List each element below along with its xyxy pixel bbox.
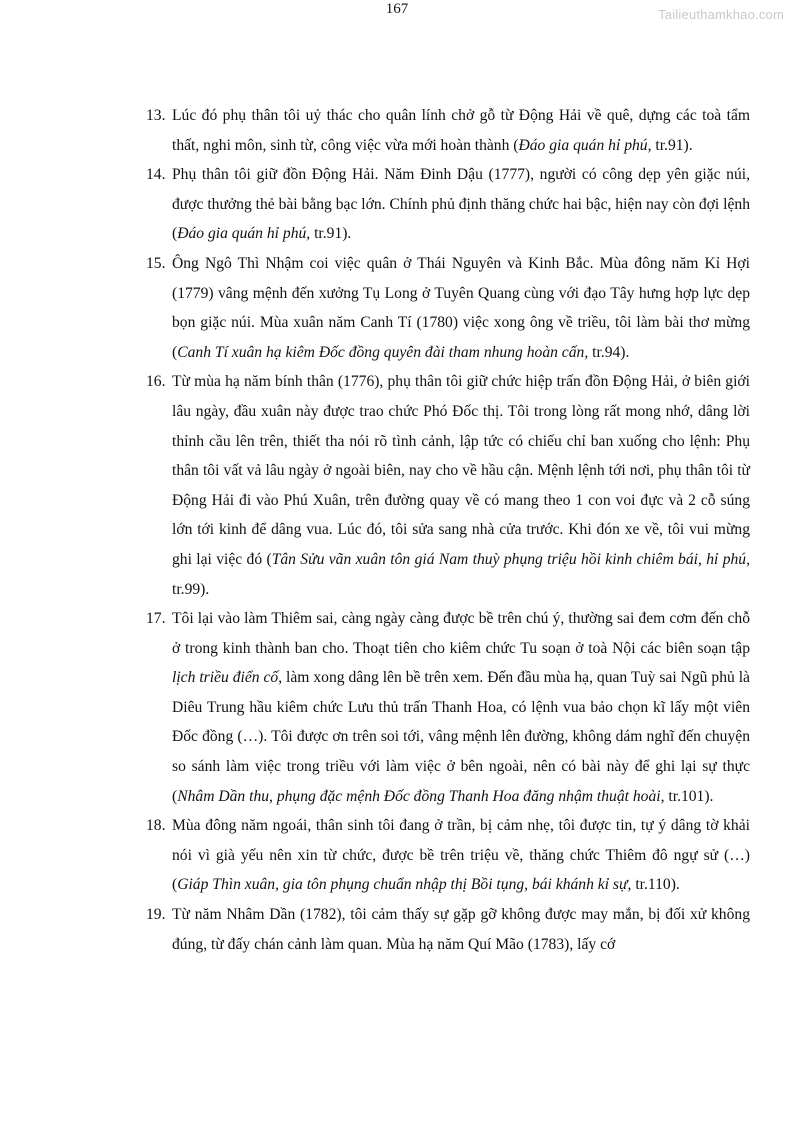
footnote-entry [146, 249, 750, 367]
source-citation: lịch triều điển cố [172, 669, 279, 687]
source-citation: Giáp Thìn xuân, gia tôn phụng chuẩn nhập thị Bồi tụng, bái khánh kỉ sự, [177, 876, 632, 894]
footnote-text: tr.91). [651, 136, 693, 154]
footnote-text: Từ mùa hạ năm bính thân (1776), phụ thân tôi giữ chức hiệp trấn đồn Động Hải, ở biên giới lâu ngày, đầu xuân này được trao chức Phó Đốc thị. Tôi trong lòng rất mong nhớ, dâng lời thỉnh cầu lên trên, thiết tha nói rõ tình cảnh, lập tức có chiếu chỉ ban xuống cho lệnh: Phụ thân tôi vất vả lâu ngày ở ngoài biên, nay cho về hầu cận. Mệnh lệnh tới nơi, phụ thân tôi từ Động Hải đi vào Phú Xuân, trên đường quay về có mang theo 1 con voi đực và 2 cỗ súng lớn tới kinh để dâng vua. Lúc đó, tôi sửa sang nhà cửa trước. Khi đón xe về, tôi vui mừng ghi lại việc đó ( [172, 373, 750, 568]
footnote-number: 18. [146, 817, 166, 835]
footnote-entry [146, 604, 750, 811]
footnote-text: Phụ thân tôi giữ đồn Động Hải. Năm Đinh Dậu (1777), người có công dẹp yên giặc núi, được thưởng thẻ bài bằng bạc lớn. Chính phủ định thăng chức hai bậc, hiện nay còn đợi lệnh ( [172, 166, 750, 243]
footnote-text: Lúc đó phụ thân tôi uỷ thác cho quân lính chở gỗ từ Động Hải về quê, dựng các toà tẩm thất, nghi môn, sinh từ, công việc vừa mới hoàn thành ( [172, 107, 750, 154]
source-citation: Đáo gia quán hỉ phú, [177, 225, 311, 243]
source-citation: Nhâm Dần thu, phụng đặc mệnh Đốc đồng Thanh Hoa đăng nhậm thuật hoài, [177, 787, 665, 805]
footnote-text: tr.99). [172, 580, 210, 598]
footnote-text: Từ năm Nhâm Dần (1782), tôi cảm thấy sự gặp gỡ không được may mắn, bị đối xử không đúng, từ đấy chán cảnh làm quan. Mùa hạ năm Quí Mão (1783), lấy cớ [172, 906, 750, 953]
footnote-text: Ông Ngô Thì Nhậm coi việc quân ở Thái Nguyên và Kinh Bắc. Mùa đông năm Kỉ Hợi (1779) vâng mệnh đến xưởng Tụ Long ở Tuyên Quang cùng với đạo Tây hưng hợp lực dẹp bọn giặc núi. Mùa xuân năm Canh Tí (1780) việc xong ông về triều, tôi làm bài thơ mừng ( [172, 254, 750, 361]
footnote-text: tr.110). [631, 876, 680, 894]
footnote-text: tr.94). [588, 343, 630, 361]
page-number: 167 [385, 1, 409, 17]
footnote-entry [146, 900, 750, 959]
footnote-number: 17. [146, 610, 166, 628]
footnote-entry [146, 811, 750, 900]
footnote-number: 15. [146, 254, 166, 272]
footnote-text: , làm xong dâng lên bề trên xem. Đến đầu mùa hạ, quan Tuỳ sai Ngũ phủ là Diêu Trung hầu kiêm chức Lưu thủ trấn Thanh Hoa, có lệnh vua bảo chọn kĩ lấy một viên Đốc đồng (…). Tôi được ơn trên soi tới, vâng mệnh lên đường, không dám nghĩ đến chuyện so sánh làm việc trong triều với làm việc ở bên ngoài, nên có bài này để ghi lại sự thực ( [172, 669, 750, 805]
watermark: Tailieuthamkhao.com [658, 7, 784, 22]
footnote-entry [146, 367, 750, 604]
footnote-number: 14. [146, 166, 166, 184]
footnote-entry [146, 101, 750, 160]
footnote-number: 13. [146, 107, 166, 124]
source-citation: Tân Sửu vãn xuân tôn giá Nam thuỳ phụng triệu hồi kinh chiêm bái, hỉ phú, [271, 550, 750, 568]
footnote-number: 16. [146, 373, 166, 391]
footnote-list [146, 101, 750, 959]
source-citation: Đáo gia quán hỉ phú, [518, 136, 652, 154]
footnote-number: 19. [146, 906, 166, 924]
footnote-text: tr.101). [664, 787, 714, 805]
footnote-text: Mùa đông năm ngoái, thân sinh tôi đang ở trần, bị cảm nhẹ, tôi được tin, tự ý dâng tờ khải nói vì già yếu nên xin từ chức, được bề trên triệu về, thăng chức Thiêm đô ngự sử (…) ( [172, 817, 750, 894]
source-citation: Canh Tí xuân hạ kiêm Đốc đồng quyên đài tham nhung hoàn cấn, [177, 343, 589, 361]
footnote-entry [146, 160, 750, 249]
footnote-text: tr.91). [310, 225, 352, 243]
footnote-text: Tôi lại vào làm Thiêm sai, càng ngày càng được bề trên chú ý, thường sai đem cơm đến chỗ ở trong kinh thành ban cho. Thoạt tiên cho kiêm chức Tu soạn ở toà Nội các biên soạn tập [172, 610, 750, 657]
